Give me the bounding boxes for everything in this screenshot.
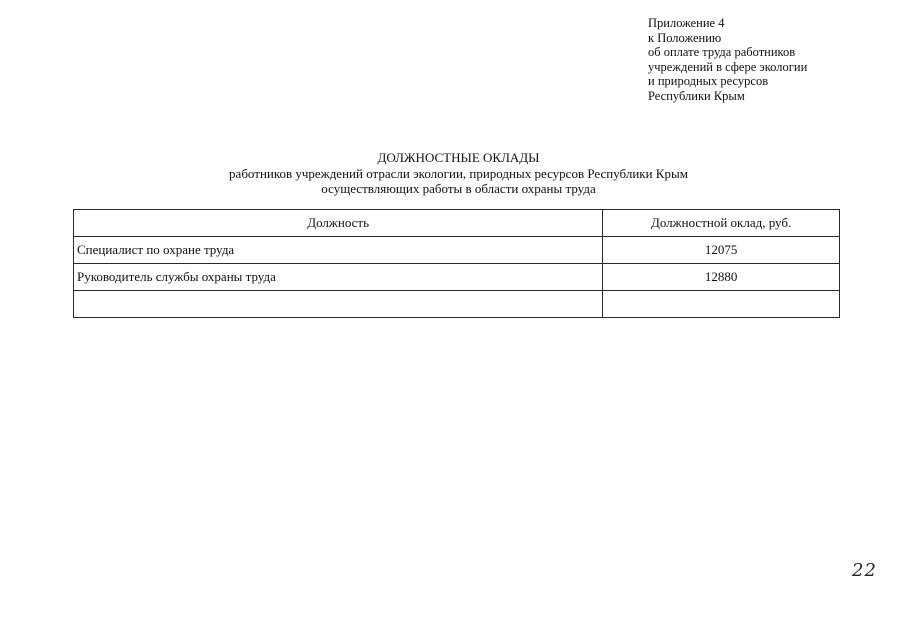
- cell-position: Руководитель службы охраны труда: [74, 264, 603, 291]
- cell-position: Специалист по охране труда: [74, 237, 603, 264]
- header-position: Должность: [74, 210, 603, 237]
- appendix-note: [648, 16, 807, 103]
- salary-table: [73, 209, 840, 318]
- appendix-line: Республики Крым: [648, 88, 745, 103]
- appendix-line: учреждений в сфере экологии: [648, 59, 808, 74]
- appendix-line: к Положению: [648, 30, 722, 45]
- appendix-line: об оплате труда работников: [648, 45, 796, 59]
- appendix-line: и природных ресурсов: [648, 74, 769, 88]
- title-subheading-2: осуществляющих работы в области охраны труда: [321, 181, 596, 196]
- cell-salary: [603, 291, 840, 318]
- title-subheading: работников учреждений отрасли экологии, природных ресурсов Республики Крым: [229, 165, 688, 181]
- table-row: [74, 264, 840, 291]
- title-heading: ДОЛЖНОСТНЫЕ ОКЛАДЫ: [377, 150, 540, 165]
- cell-salary: 12075: [603, 237, 840, 264]
- header-salary: Должностной оклад, руб.: [603, 210, 840, 237]
- table-row: [74, 291, 840, 318]
- cell-salary: 12880: [603, 264, 840, 291]
- cell-position: [74, 291, 603, 318]
- table-header-row: [74, 210, 840, 237]
- table-row: [74, 237, 840, 264]
- appendix-line: Приложение 4: [648, 16, 725, 30]
- page-number: 22: [852, 560, 877, 581]
- document-title: [0, 150, 905, 197]
